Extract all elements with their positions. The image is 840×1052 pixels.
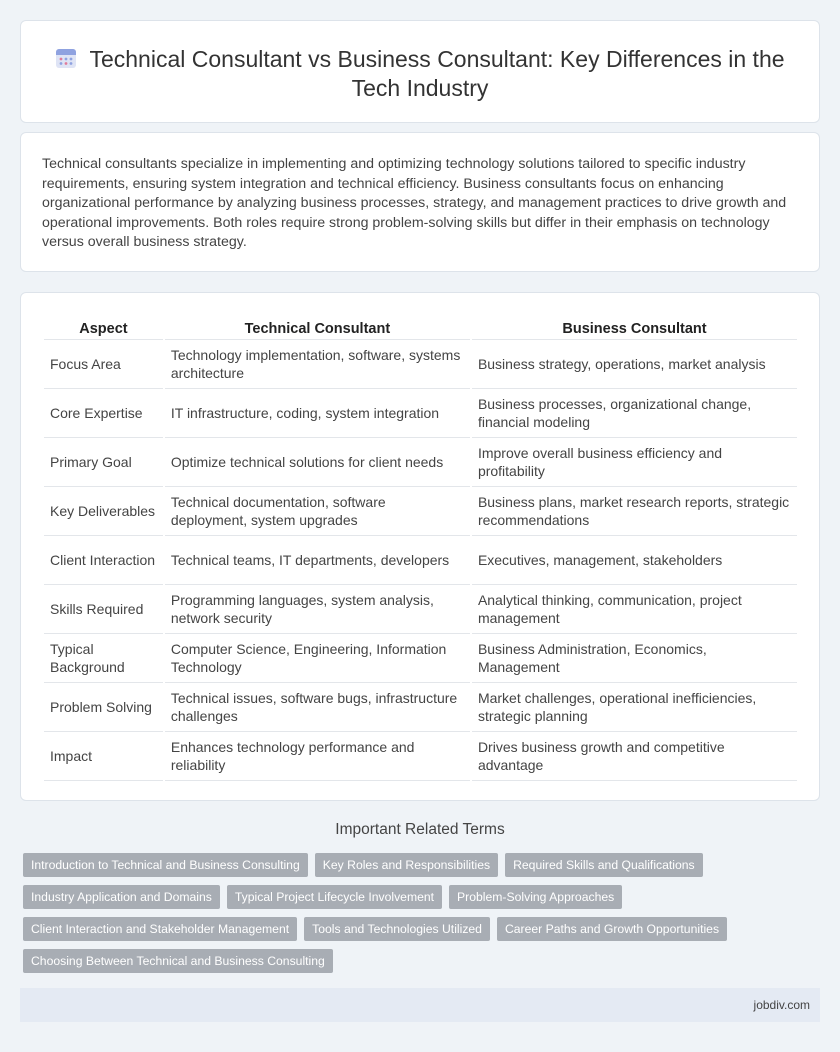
business-cell: Analytical thinking, communication, project management	[472, 585, 797, 634]
related-term-tag[interactable]: Tools and Technologies Utilized	[304, 917, 490, 941]
tag-row	[23, 917, 823, 941]
header-technical: Technical Consultant	[165, 312, 470, 340]
aspect-cell: Key Deliverables	[44, 487, 163, 536]
technical-cell: Technology implementation, software, systems architecture	[165, 340, 470, 389]
business-cell: Executives, management, stakeholders	[472, 536, 797, 585]
calendar-grid-icon	[55, 47, 77, 69]
aspect-cell: Core Expertise	[44, 389, 163, 438]
related-term-tag[interactable]: Required Skills and Qualifications	[505, 853, 703, 877]
related-term-tag[interactable]: Typical Project Lifecycle Involvement	[227, 885, 442, 909]
technical-cell: Technical documentation, software deployment, system upgrades	[165, 487, 470, 536]
related-terms-list	[23, 853, 823, 981]
related-term-tag[interactable]: Career Paths and Growth Opportunities	[497, 917, 727, 941]
related-term-tag[interactable]: Key Roles and Responsibilities	[315, 853, 498, 877]
footer	[20, 988, 820, 1022]
header-aspect: Aspect	[44, 312, 163, 340]
business-cell: Market challenges, operational inefficiencies, strategic planning	[472, 683, 797, 732]
tag-row	[23, 949, 823, 973]
business-cell: Business plans, market research reports, strategic recommendations	[472, 487, 797, 536]
related-term-tag[interactable]: Industry Application and Domains	[23, 885, 220, 909]
related-term-tag[interactable]: Client Interaction and Stakeholder Management	[23, 917, 297, 941]
technical-cell: Optimize technical solutions for client needs	[165, 438, 470, 487]
tag-row	[23, 885, 823, 909]
tag-row	[23, 853, 823, 877]
related-terms-title: Important Related Terms	[335, 821, 505, 838]
table-row	[44, 389, 797, 438]
aspect-cell: Problem Solving	[44, 683, 163, 732]
table-row	[44, 438, 797, 487]
header-business: Business Consultant	[472, 312, 797, 340]
business-cell: Drives business growth and competitive advantage	[472, 732, 797, 781]
business-cell: Improve overall business efficiency and profitability	[472, 438, 797, 487]
technical-cell: Computer Science, Engineering, Information Technology	[165, 634, 470, 683]
aspect-cell: Focus Area	[44, 340, 163, 389]
table-row	[44, 340, 797, 389]
aspect-cell: Typical Background	[44, 634, 163, 683]
table-row	[44, 585, 797, 634]
table-row	[44, 634, 797, 683]
table-row	[44, 732, 797, 781]
footer-site-link[interactable]: jobdiv.com	[753, 998, 810, 1012]
technical-cell: Programming languages, system analysis, network security	[165, 585, 470, 634]
comparison-card	[20, 292, 820, 801]
related-term-tag[interactable]: Choosing Between Technical and Business Consulting	[23, 949, 333, 973]
business-cell: Business strategy, operations, market analysis	[472, 340, 797, 389]
related-term-tag[interactable]: Introduction to Technical and Business Consulting	[23, 853, 308, 877]
related-term-tag[interactable]: Problem-Solving Approaches	[449, 885, 622, 909]
table-row	[44, 683, 797, 732]
intro-paragraph: Technical consultants specialize in implementing and optimizing technology solutions tailored to specific industry requirements, ensuring system integration and technical efficiency. Business consultants focus on enhancing organizational performance by analyzing business processes, strategy, and management practices to drive growth and operational improvements. Both roles require strong problem-solving skills but differ in their emphasis on technology versus overall business strategy.	[42, 156, 787, 251]
business-cell: Business processes, organizational change, financial modeling	[472, 389, 797, 438]
technical-cell: Enhances technology performance and reliability	[165, 732, 470, 781]
page-title: Technical Consultant vs Business Consultant: Key Differences in the Tech Industry	[89, 46, 785, 101]
technical-cell: Technical issues, software bugs, infrastructure challenges	[165, 683, 470, 732]
aspect-cell: Client Interaction	[44, 536, 163, 585]
aspect-cell: Primary Goal	[44, 438, 163, 487]
table-row	[44, 487, 797, 536]
aspect-cell: Impact	[44, 732, 163, 781]
intro-card	[20, 132, 820, 272]
table-header-row	[44, 312, 797, 340]
page-title-wrap	[21, 45, 819, 103]
technical-cell: IT infrastructure, coding, system integration	[165, 389, 470, 438]
table-row	[44, 536, 797, 585]
business-cell: Business Administration, Economics, Management	[472, 634, 797, 683]
aspect-cell: Skills Required	[44, 585, 163, 634]
title-card	[20, 20, 820, 123]
technical-cell: Technical teams, IT departments, developers	[165, 536, 470, 585]
comparison-table	[42, 312, 799, 781]
